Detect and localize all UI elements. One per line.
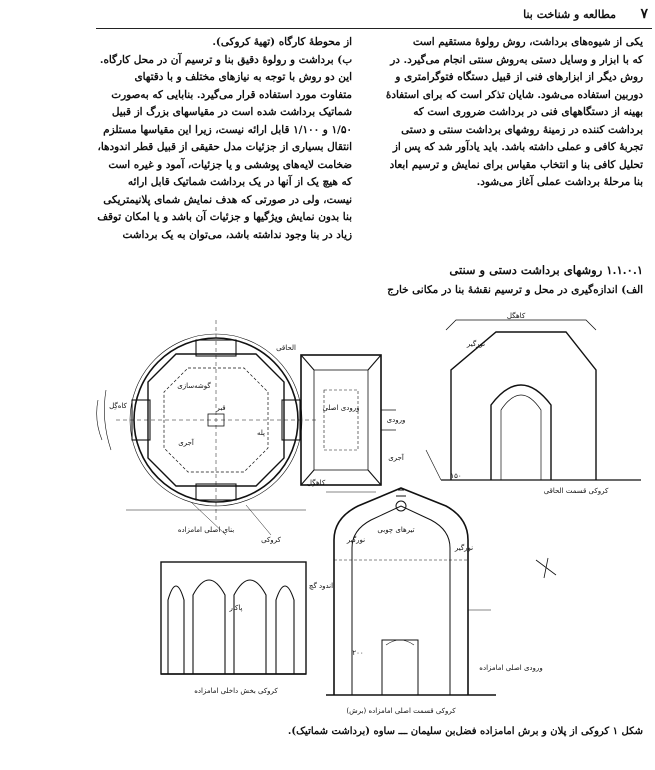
- text-line: بهینه از دستگاههای فنی در برداشت ضروری است که: [413, 106, 643, 118]
- figure-label: نورگیر: [346, 536, 366, 544]
- figure-label: کاه‌گِل: [109, 402, 127, 410]
- right-column: [360, 34, 643, 192]
- text-line: متفاوت مورد استفاده قرار می‌گیرد. بنابایی که به‌صورت: [111, 88, 352, 101]
- figure-label: نورگیر: [454, 544, 474, 552]
- figure-label: نورگیر: [466, 340, 486, 348]
- text-line: دوربین استفاده می‌شود. شایان تذکر است که برای استفادهٔ: [385, 88, 643, 101]
- sketch-figure: [96, 310, 654, 720]
- text-line: ب) برداشت و رولوهٔ دقیق بنا و ترسیم آن در محل کارگاه.: [99, 53, 352, 66]
- interior-elevation-sketch: [161, 562, 306, 674]
- text-line: نیست، ولی در صورتی که هدف نمایش شمای پلانیمتریکی: [103, 193, 352, 206]
- figure-label: آجری: [388, 454, 404, 462]
- text-line: تجربهٔ کافی و عملی داشته باشد. باید یادآور شد که پس از: [392, 141, 643, 153]
- text-line: ضخامت لایه‌های پوششی و یا جزئیات، آمود و غیره است: [108, 158, 352, 171]
- figure-caption: شکل ۱ کروکی از پلان و برش امامزاده فضل‌بن سلیمان ـــ ساوه (برداشت شماتیک).: [287, 726, 643, 737]
- figure-label: کروکی: [261, 536, 281, 544]
- header-rule: [96, 28, 652, 29]
- text-line: برداشت کننده در زمینهٔ روشهای برداشت سنتی و دستی: [401, 123, 643, 136]
- north-arrow-icon: [536, 558, 556, 578]
- figure-label: ورودی اصلی امامزاده: [479, 664, 543, 672]
- text-line: از محوطهٔ کارگاه (تهیهٔ کروکی).: [212, 36, 352, 48]
- main-section-sketch: [326, 488, 496, 695]
- text-line: شماتیک برداشت شده است در مقیاسهای بزرگ از قبیل: [111, 106, 352, 118]
- text-line: ۱/۵۰ و ۱/۱۰۰ قابل ارائه نیست، زیرا این مقیاسها مستلزم: [103, 123, 352, 136]
- figure-label: الحاقی: [276, 344, 296, 352]
- figure-label: ۱۵۰: [450, 472, 462, 480]
- annex-section-sketch: [426, 320, 641, 480]
- figure-label: قبر: [216, 404, 226, 412]
- plan-sketch: [97, 320, 396, 535]
- text-line: بنا مرحلهٔ برداشت عملی آغاز می‌شود.: [476, 176, 643, 188]
- left-column: [96, 34, 352, 244]
- page-header: [96, 2, 655, 28]
- text-line: زیاد در بنا وجود نداشته باشد، می‌توان به یک برداشت: [122, 228, 352, 241]
- figure-label: کاهگِل: [306, 479, 326, 487]
- running-title: مطالعه و شناخت بنا: [523, 8, 616, 21]
- figure-label: گوشه‌سازی: [177, 382, 211, 390]
- page-number: ۷: [640, 6, 648, 22]
- figure-label: کروکی قسمت الحاقی: [543, 487, 609, 495]
- text-line: این دو روش با توجه به نیازهای مختلف و با دقتهای: [134, 71, 352, 83]
- figure-label: پله: [256, 429, 266, 437]
- figure-label: ورودی: [386, 416, 406, 424]
- figure-label: بنای اصلی امامزاده: [177, 526, 235, 534]
- text-line: که با ابزار و وسایل دستی به‌روش سنتی انجام می‌گیرد. در: [390, 53, 643, 66]
- figure-label: ۲۰۰: [352, 649, 364, 657]
- figure-label: ورودی اصلی: [322, 404, 360, 412]
- text-line: بنا بدون نمایش ویژگیها و جزئیات آن باشد و یا امکان توقف: [97, 211, 352, 223]
- figure-label: (برش) کروکی قسمت اصلی امامزاده: [346, 707, 456, 715]
- figure-label: پاکار: [229, 604, 243, 612]
- text-line: انتقال بسیاری از جزئیات مدل حقیقی از قبیل قطر اندودها،: [97, 141, 352, 153]
- text-line: یکی از شیوه‌های برداشت، روش رولوهٔ مستقیم است: [412, 36, 643, 48]
- section-subheading: الف) اندازه‌گیری در محل و ترسیم نقشهٔ بنا در مکانی خارج: [387, 284, 643, 296]
- text-line: که هیچ یک از آنها در یک برداشت شماتیک قابل ارائه: [127, 176, 352, 188]
- figure-label: آجری: [178, 439, 194, 447]
- section-heading: ۱.۱.۰.۱ روشهای برداشت دستی و سنتی: [449, 263, 643, 277]
- figure-label: تیرهای چوبی: [377, 526, 415, 534]
- figure-label: کروکی بخش داخلی امامزاده: [194, 687, 278, 695]
- figure-label: کاهگل: [506, 312, 526, 320]
- text-line: روش دیگر از ابزارهای فنی از قبیل دستگاه فتوگرامتری و: [395, 71, 643, 83]
- text-line: تحلیل کافی بنا و انتخاب مقیاس برای نمایش و ترسیم ابعاد: [389, 158, 643, 171]
- figure-label: اندود گچ: [308, 582, 334, 590]
